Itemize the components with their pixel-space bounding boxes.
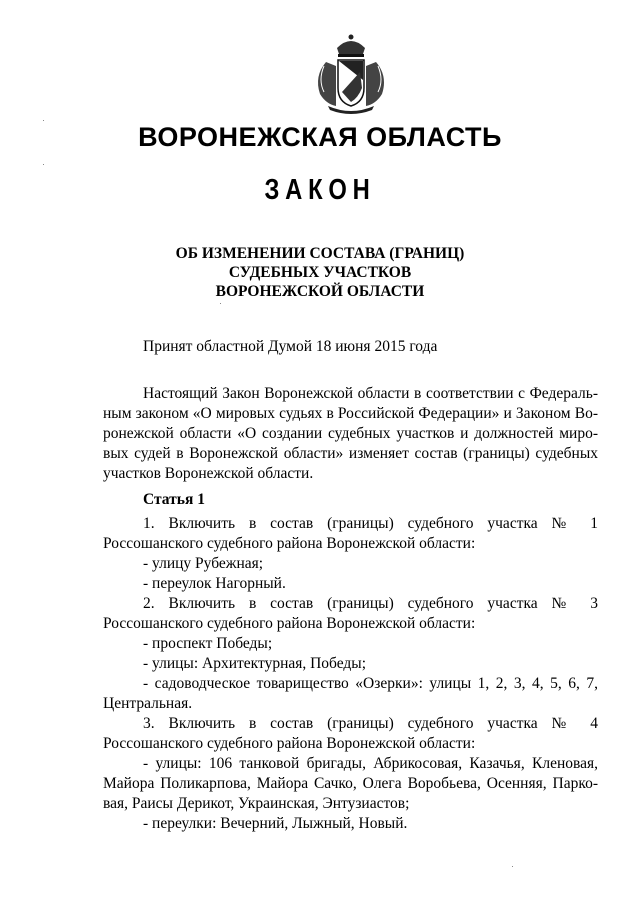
article-item: - садоводческое товарищество «Озерки»: улицы 1, 2, 3, 4, 5, 6, 7, Центральная. [103,675,598,712]
article-item: 2. Включить в состав (границы) судебного участка № 3 Россошанского судебного района Воронежской области: [103,595,598,632]
article-item: - улицы: 106 танковой бригады, Абрикосовая, Казачья, Кленовая, Майора Поликарпова, Майора Сачко, Олега Воробьева, Осенняя, Парковая, Раисы Дерикот, Украинская, Энтузиастов; [103,755,598,812]
scan-speck [220,303,221,304]
article-heading: Статья 1 [143,491,205,508]
law-body [103,384,598,834]
article-item: 3. Включить в состав (границы) судебного участка № 4 Россошанского судебного района Воронежской области: [103,715,598,752]
scan-speck [43,164,44,165]
law-title-line: ОБ ИЗМЕНЕНИИ СОСТАВА (ГРАНИЦ) [175,245,465,262]
adoption-date: Принят областной Думой 18 июня 2015 года [143,338,438,355]
law-title-line: ВОРОНЕЖСКОЙ ОБЛАСТИ [215,283,425,300]
scan-speck [512,866,513,867]
coat-of-arms-emblem [312,32,390,114]
article-item: - улицы: Архитектурная, Победы; [143,655,367,672]
document-type: ЗАКОН [264,174,376,206]
article-item: 1. Включить в состав (границы) судебного участка № 1 Россошанского судебного района Воронежской области: [103,515,598,552]
article-item: - улицу Рубежная; [143,555,264,572]
article-item: - проспект Победы; [143,635,273,652]
law-title [0,244,640,301]
article-item: - переулок Нагорный. [143,575,286,592]
law-title-line: СУДЕБНЫХ УЧАСТКОВ [228,264,412,281]
region-name: ВОРОНЕЖСКАЯ ОБЛАСТЬ [138,122,502,152]
preamble-paragraph: Настоящий Закон Воронежской области в соответствии с Федеральным законом «О мировых судьях в Российской Федерации» и Законом Воронежской области «О создании судебных участков и должностей мировых судей в Воронежской области» изменяет состав (границы) судебных участков Воронежской области. [103,385,598,482]
article-item: - переулки: Вечерний, Лыжный, Новый. [143,815,408,832]
scan-speck [43,120,44,121]
